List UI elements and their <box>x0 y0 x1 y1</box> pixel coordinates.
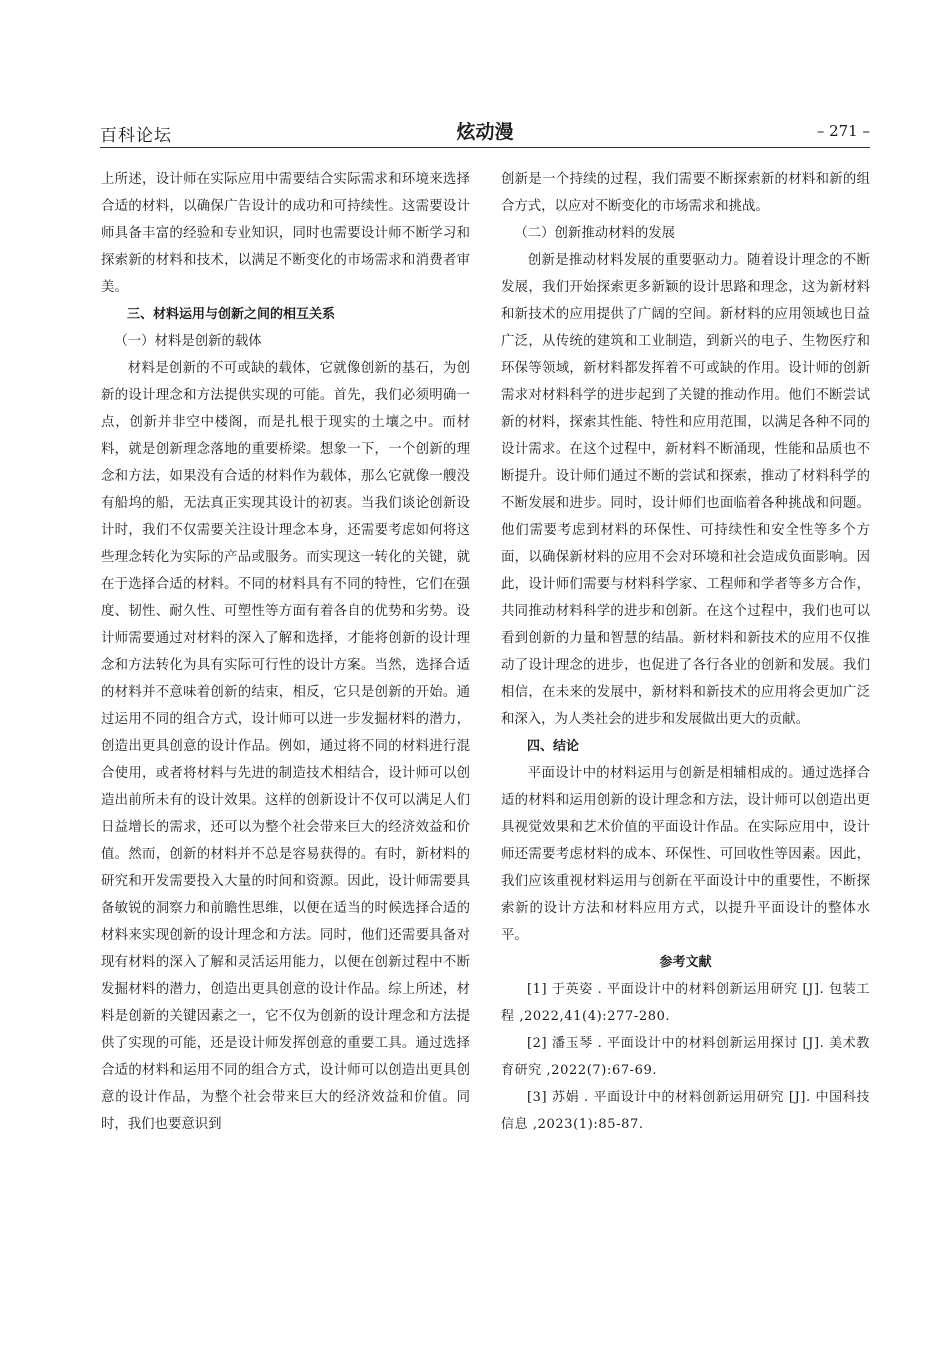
header-rule <box>100 147 870 148</box>
paragraph: 创新是一个持续的过程，我们需要不断探索新的材料和新的组合方式，以应对不断变化的市场需求和挑战。 <box>501 172 870 214</box>
paragraph: 材料是创新的不可或缺的载体，它就像创新的基石，为创新的设计理念和方法提供实现的可能。首先，我们必须明确一点，创新并非空中楼阁，而是扎根于现实的土壤之中。而材料，就是创新理念落地的重要桥梁。想象一下，一个创新的理念和方法，如果没有合适的材料作为载体，那么它就像一艘没有船坞的船，无法真正实现其设计的初衷。当我们谈论创新设计时，我们不仅需要关注设计理念本身，还需要考虑如何将这些理念转化为实际的产品或服务。而实现这一转化的关键，就在于选择合适的材料。不同的材料具有不同的特性，它们在强度、韧性、耐久性、可塑性等方面有着各自的优势和劣势。设计师需要通过对材料的深入了解和选择，才能将创新的设计理念和方法转化为具有实际可行性的设计方案。当然，选择合适的材料并不意味着创新的结束，相反，它只是创新的开始。通过运用不同的组合方式，设计师可以进一步发掘材料的潜力，创造出更具创意的设计作品。例如，通过将不同的材料进行混合使用，或者将材料与先进的制造技术相结合，设计师可以创造出前所未有的设计效果。这样的创新设计不仅可以满足人们日益增长的需求，还可以为整个社会带来巨大的经济效益和价值。然而，创新的材料并不总是容易获得的。有时，新材料的研究和开发需要投入大量的时间和资源。因此，设计师需要具备敏锐的洞察力和前瞻性思维，以便在适当的时候选择合适的材料来实现创新的设计理念和方法。同时，他们还需要具备对现有材料的深入了解和灵活运用能力，以便在创新过程中不断发掘材料的潜力，创造出更具创意的设计作品。综上所述，材料是创新的关键因素之一，它不仅为创新的设计理念和方法提供了实现的可能，还是设计师发挥创意的重要工具。通过选择合适的材料和运用不同的组合方式，设计师可以创造出更具创意的设计作品，为整个社会带来巨大的经济效益和价值。同时，我们也要意识到 <box>101 361 470 1132</box>
section-heading-4: 四、结论 <box>527 739 580 754</box>
paragraph: 平面设计中的材料运用与创新是相辅相成的。通过选择合适的材料和运用创新的设计理念和方法，设计师可以创造出更具视觉效果和艺术价值的平面设计作品。在实际应用中，设计师还需要考虑材料的成本、环保性、可回收性等因素。因此，我们应该重视材料运用与创新在平面设计中的重要性，不断探索新的设计方法和材料应用方式，以提升平面设计的整体水平。 <box>501 766 870 943</box>
paragraph: 上所述，设计师在实际应用中需要结合实际需求和环境来选择合适的材料，以确保广告设计的成功和可持续性。这需要设计师具备丰富的经验和专业知识，同时也需要设计师不断学习和探索新的材料和技术，以满足不断变化的市场需求和消费者审美。 <box>101 172 470 295</box>
journal-title: 炫动漫 <box>456 121 514 143</box>
section-name: 百科论坛 <box>100 126 172 146</box>
left-column <box>101 166 470 1138</box>
reference-item: [1] 于英姿 . 平面设计中的材料创新运用研究 [J]. 包装工程 ,2022,41(4):277-280. <box>501 982 870 1024</box>
paragraph: 创新是推动材料发展的重要驱动力。随着设计理念的不断发展，我们开始探索更多新颖的设计思路和理念，这为新材料和新技术的应用提供了广阔的空间。新材料的应用领域也日益广泛，从传统的建筑和工业制造，到新兴的电子、生物医疗和环保等领域，新材料都发挥着不可或缺的作用。设计师的创新需求对材料科学的进步起到了关键的推动作用。他们不断尝试新的材料，探索其性能、特性和应用范围，以满足各种不同的设计需求。在这个过程中，新材料不断涌现，性能和品质也不断提升。设计师们通过不断的尝试和探索，推动了材料科学的不断发展和进步。同时，设计师们也面临着各种挑战和问题。他们需要考虑到材料的环保性、可持续性和安全性等多个方面，以确保新材料的应用不会对环境和社会造成负面影响。因此，设计师们需要与材料科学家、工程师和学者等多方合作，共同推动材料科学的进步和创新。在这个过程中，我们也可以看到创新的力量和智慧的结晶。新材料和新技术的应用不仅推动了设计理念的进步，也促进了各行各业的创新和发展。我们相信，在未来的发展中，新材料和新技术的应用将会更加广泛和深入，为人类社会的进步和发展做出更大的贡献。 <box>501 253 870 727</box>
reference-item: [2] 潘玉琴 . 平面设计中的材料创新运用探讨 [J]. 美术教育研究 ,2022(7):67-69. <box>501 1036 870 1078</box>
section-heading-3: 三、材料运用与创新之间的相互关系 <box>127 307 336 322</box>
references-title: 参考文献 <box>659 955 712 970</box>
subsection-heading-3-2: （二）创新推动材料的发展 <box>514 226 676 241</box>
page-number: – 271 – <box>816 122 870 140</box>
reference-item: [3] 苏娟 . 平面设计中的材料创新运用研究 [J]. 中国科技信息 ,2023(1):85-87. <box>501 1090 870 1132</box>
page-header <box>100 117 870 147</box>
subsection-heading-3-1: （一）材料是创新的载体 <box>114 334 262 349</box>
right-column <box>501 166 870 1138</box>
